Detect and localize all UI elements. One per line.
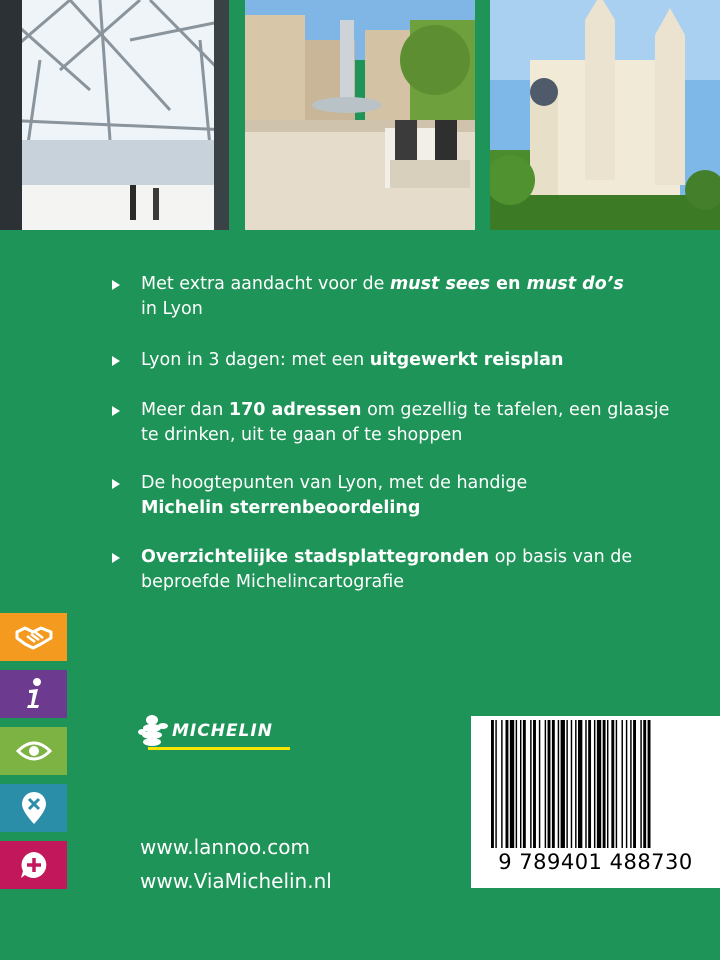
- barcode-bar: [495, 720, 496, 848]
- list-item: [112, 348, 563, 373]
- brand-name: MICHELIN: [172, 721, 273, 741]
- barcode-bar: [516, 720, 517, 848]
- photo-basilica: [490, 0, 720, 230]
- barcode-bar: [539, 720, 540, 848]
- side-tab-eye: [0, 727, 67, 775]
- barcode-bar: [616, 720, 617, 848]
- photo-lyon-square: [245, 0, 475, 230]
- handshake-icon: [15, 622, 53, 652]
- bullet-text: De hoogtepunten van Lyon, met de handige Michelin sterrenbeoordeling: [141, 473, 528, 518]
- barcode-bar: [571, 720, 572, 848]
- bullet-arrow-icon: [112, 356, 120, 366]
- bibendum-icon: [138, 714, 174, 750]
- website-links: [140, 830, 332, 898]
- bullet-text: Met extra aandacht voor de must sees en must do’s in Lyon: [141, 274, 624, 319]
- barcode-bar: [603, 720, 606, 848]
- plus-bubble-icon: [19, 850, 49, 880]
- barcode-bar: [640, 720, 641, 848]
- barcode-bar: [585, 720, 586, 848]
- barcode-bar: [523, 720, 526, 848]
- info-icon: [19, 677, 49, 711]
- bullet-arrow-icon: [112, 280, 120, 290]
- barcode-bar: [552, 720, 555, 848]
- bullet-text: Overzichtelijke stadsplattegronden op basis van de beproefde Michelincartografie: [141, 547, 633, 592]
- bullet-text: Meer dan 170 adressen om gezellig te tafelen, een glaasje te drinken, uit te gaan of te shoppen: [141, 400, 670, 445]
- side-tab-plus: [0, 841, 67, 889]
- barcode-bar: [510, 720, 514, 848]
- barcode-bar: [643, 720, 646, 848]
- barcode-bar: [607, 720, 608, 848]
- barcode-bar: [561, 720, 565, 848]
- side-tab-handshake: [0, 613, 67, 661]
- barcode-bar: [597, 720, 601, 848]
- map-pin-cross-icon: [20, 791, 48, 825]
- barcode-bar: [501, 720, 502, 848]
- eye-icon: [16, 739, 52, 763]
- brand-underline: [148, 747, 290, 750]
- barcode-bar: [520, 720, 521, 848]
- list-item: [112, 545, 672, 595]
- side-tab-map-pin: [0, 784, 67, 832]
- barcode-bar: [506, 720, 509, 848]
- barcode-bar: [611, 720, 614, 848]
- side-tab-info: [0, 670, 67, 718]
- barcode-bar: [548, 720, 551, 848]
- list-item: [112, 471, 527, 521]
- list-item: [112, 398, 672, 448]
- barcode-bar: [626, 720, 627, 848]
- barcode-bar: [594, 720, 595, 848]
- barcode-bar: [622, 720, 623, 848]
- barcode-bars: [491, 720, 700, 848]
- barcode-bar: [630, 720, 631, 848]
- barcode-bar: [491, 720, 494, 848]
- publisher-url[interactable]: www.lannoo.com: [140, 835, 310, 859]
- viamichelin-url[interactable]: www.ViaMichelin.nl: [140, 869, 332, 893]
- barcode-bar: [588, 720, 591, 848]
- michelin-logo: [138, 714, 273, 754]
- bullet-arrow-icon: [112, 479, 120, 489]
- bullet-arrow-icon: [112, 406, 120, 416]
- barcode-bar: [633, 720, 636, 848]
- barcode: [471, 716, 720, 888]
- bullet-text: Lyon in 3 dagen: met een uitgewerkt reisplan: [141, 350, 564, 370]
- barcode-bar: [566, 720, 567, 848]
- photo-modern-architecture: [0, 0, 229, 230]
- list-item: [112, 272, 624, 322]
- barcode-bar: [558, 720, 559, 848]
- barcode-bar: [578, 720, 582, 848]
- isbn-number: 9 789401 488730: [498, 850, 693, 874]
- barcode-bar: [648, 720, 651, 848]
- barcode-bar: [533, 720, 536, 848]
- barcode-bar: [575, 720, 576, 848]
- barcode-bar: [530, 720, 531, 848]
- bullet-arrow-icon: [112, 553, 120, 563]
- barcode-bar: [545, 720, 546, 848]
